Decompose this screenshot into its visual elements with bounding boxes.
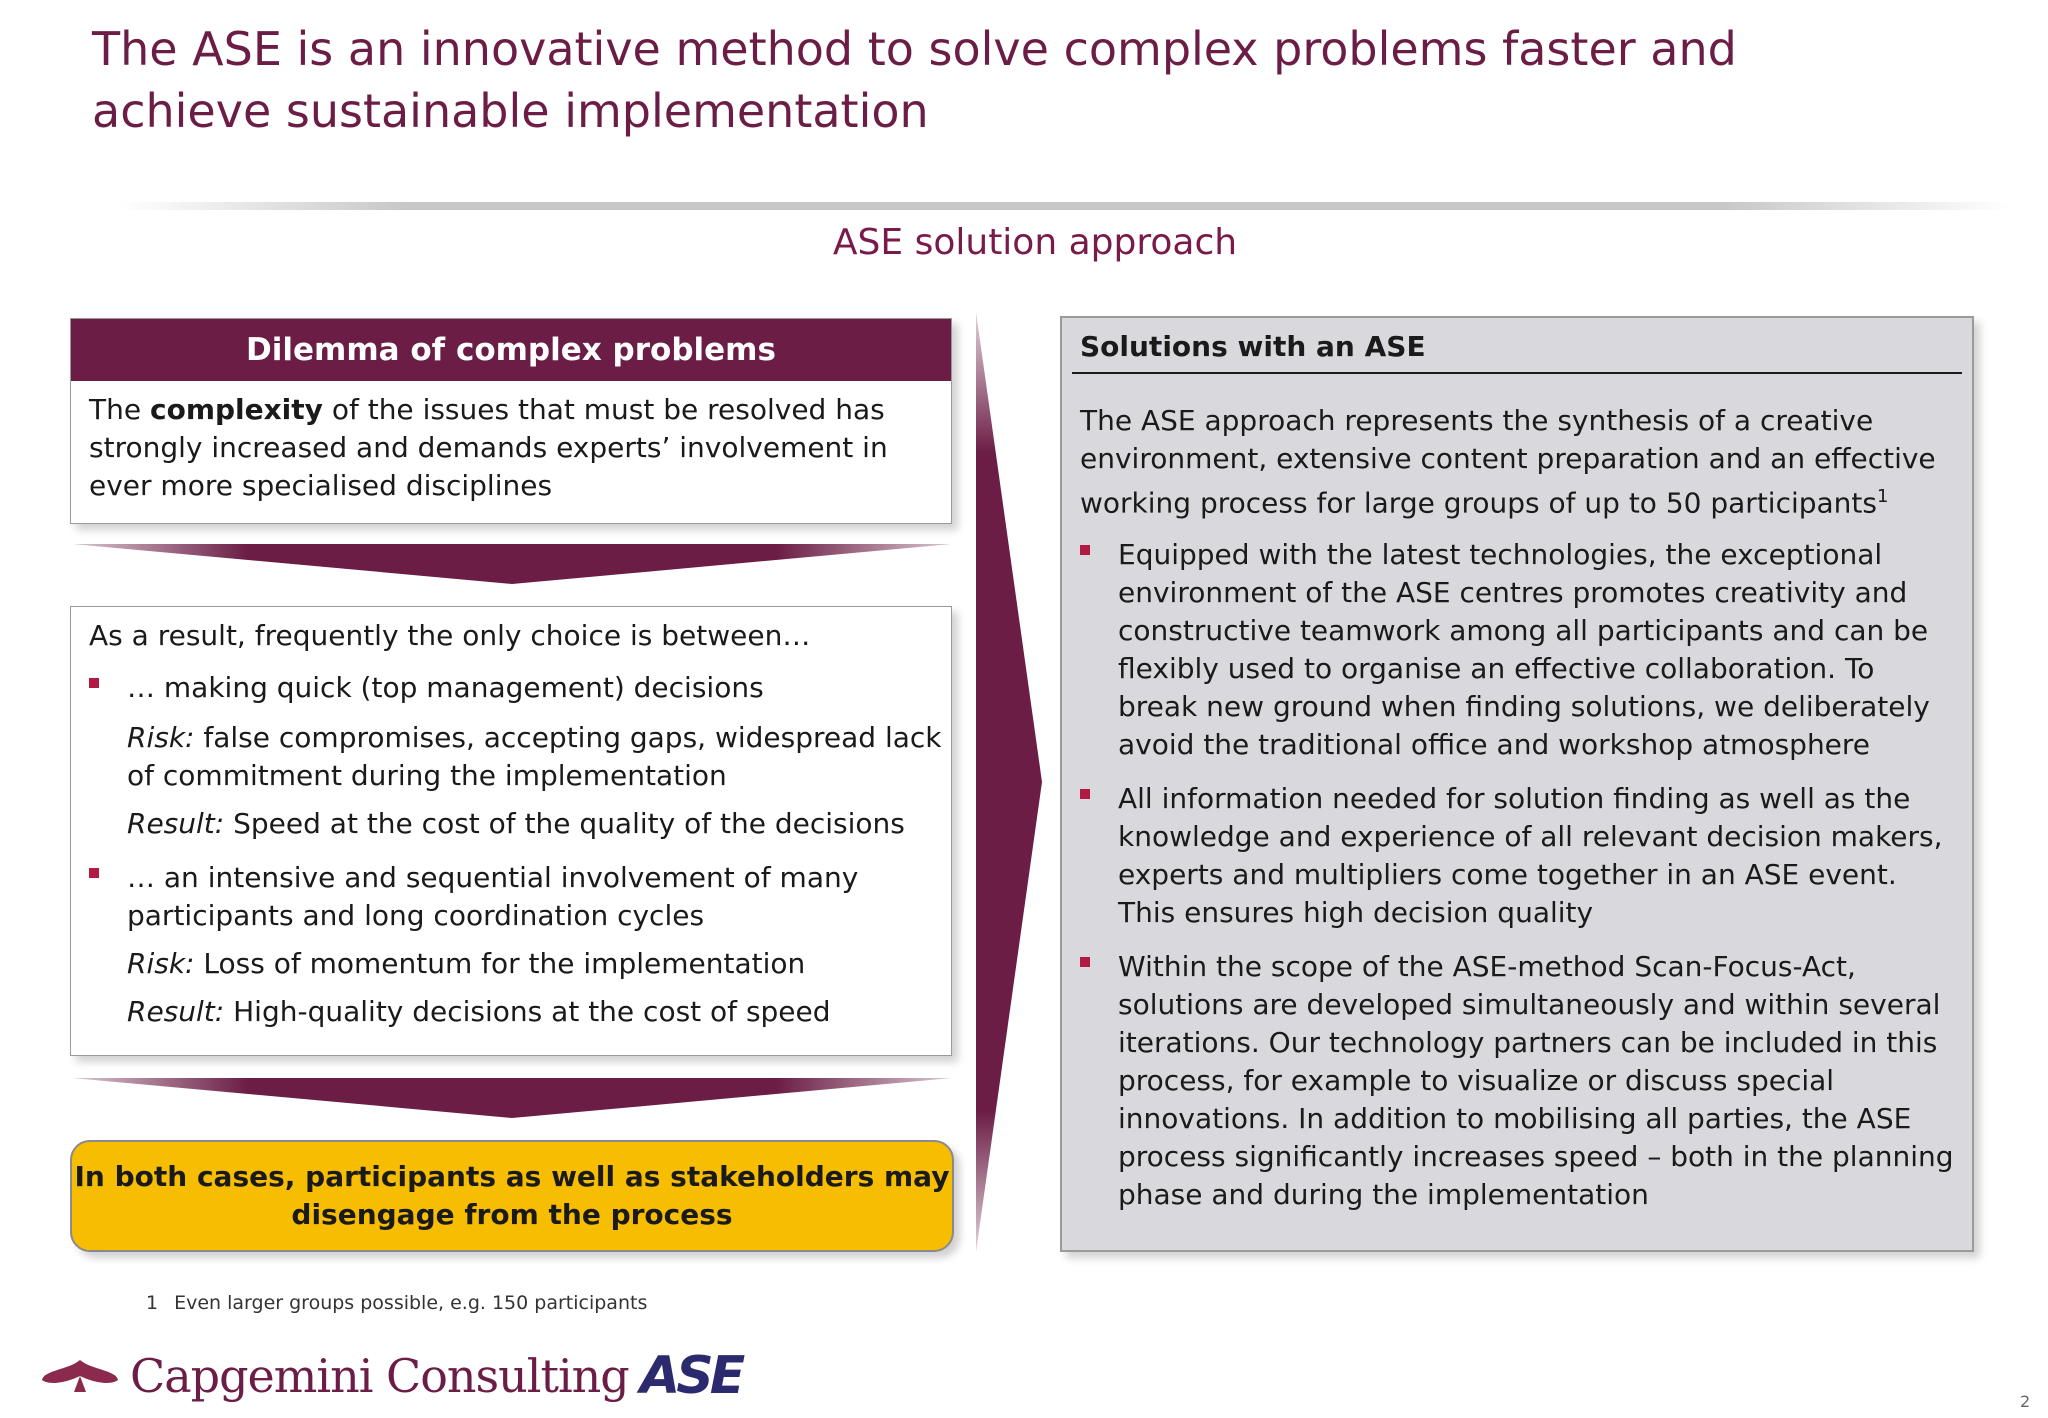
conclusion-box [70,1140,954,1252]
choice-box [70,606,952,1056]
complexity-text [71,381,951,515]
down-chevron-2 [72,1078,952,1118]
solutions-header: Solutions with an ASE [1080,330,1426,363]
spade-logo-icon [40,1356,120,1396]
dilemma-box [70,318,952,524]
ase-logo: ASE [640,1346,742,1406]
square-bullet-icon [89,868,99,878]
risk-text: Loss of momentum for the implementation [194,947,806,980]
footnote-text: Even larger groups possible, e.g. 150 participants [174,1292,648,1314]
solution-bullet-text: Equipped with the latest technologies, the exceptional environment of the ASE centres promotes creativity and constructive teamwork among all participants and can be flexibly used to organise an effective collaboration. To break new ground when finding solutions, we deliberately avoid the traditional office and workshop atmosphere [1118,538,1930,761]
square-bullet-icon [1080,957,1090,967]
result-label: Result: [127,995,225,1028]
list-item [89,859,939,932]
choice-intro: As a result, frequently the only choice is between… [89,619,811,652]
complexity-bold: complexity [149,393,323,426]
page-number: 2 [2020,1392,2031,1411]
option-text: … an intensive and sequential involvement of many participants and long coordination cycles [127,861,859,932]
solutions-panel [1060,316,1974,1252]
square-bullet-icon [1080,789,1090,799]
risk-label: Risk: [127,947,195,980]
section-subtitle: ASE solution approach [832,222,1238,263]
title-divider [120,202,2010,210]
header-rule [1072,372,1962,374]
option-result [127,993,947,1031]
result-text: High-quality decisions at the cost of speed [224,995,831,1028]
down-chevron-1 [72,544,952,584]
capgemini-wordmark: Capgemini Consulting [130,1349,629,1403]
solution-bullet-text: Within the scope of the ASE-method Scan-Focus-Act, solutions are developed simultaneously and within several iterations. Our technology partners can be included in this process, for example to visualize or discuss special innovations. In addition to mobilising all parties, the ASE process significantly increases speed – both in the planning phase and during the implementation [1118,950,1954,1211]
footnote [146,1292,647,1314]
risk-text: false compromises, accepting gaps, widespread lack of commitment during the implementation [127,721,942,792]
result-label: Result: [127,807,225,840]
list-item [1080,780,1960,929]
solution-bullet-text: All information needed for solution finding as well as the knowledge and experience of all relevant decision makers, experts and multipliers come together in an ASE event. This ensures high decision quality [1118,782,1943,929]
option-risk [127,719,947,795]
dilemma-header: Dilemma of complex problems [71,319,951,381]
list-item [89,669,939,707]
complexity-pre: The [89,393,150,426]
footnote-number: 1 [146,1292,159,1314]
right-chevron-arrow-icon [976,312,1046,1252]
solutions-intro [1080,402,1940,522]
option-result [127,805,947,843]
footnote-ref: 1 [1877,486,1889,507]
capgemini-logo [40,1346,629,1406]
list-item [1080,948,1960,1211]
intro-text: The ASE approach represents the synthesis of a creative environment, extensive content preparation and an effective working process for large groups of up to 50 participants [1080,404,1936,520]
complexity-post: of the issues that must be resolved has strongly increased and demands experts’ involvement in ever more specialised disciplines [89,393,888,502]
result-text: Speed at the cost of the quality of the decisions [224,807,905,840]
risk-label: Risk: [127,721,195,754]
conclusion-text: In both cases, participants as well as stakeholders may disengage from the process [74,1160,950,1231]
option-text: … making quick (top management) decisions [127,671,764,704]
option-risk [127,945,947,983]
square-bullet-icon [1080,545,1090,555]
list-item [1080,536,1960,761]
slide-title: The ASE is an innovative method to solve complex problems faster and achieve sustainable implementation [92,22,1737,138]
square-bullet-icon [89,678,99,688]
